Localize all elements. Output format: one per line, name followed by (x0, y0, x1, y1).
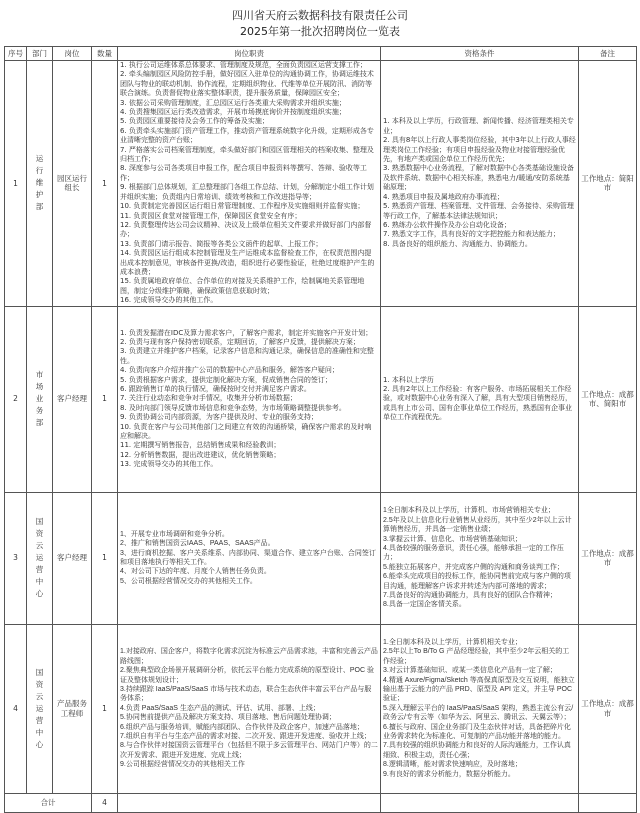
duty-item: 3.持续跟踪 IaaS/PaaS/SaaS 市场与技术动态，联合生态伙伴丰富云平台产品与服务体系； (120, 686, 372, 703)
requirement-item: 1. 本科及以上学历，行政管理、新闻传播、经济管理类相关专业； (383, 117, 574, 135)
requirement-item: 9.有良好的需求分析能力，数据分析能力。 (383, 770, 515, 778)
total-remarks-empty (579, 793, 637, 812)
duty-item: 2、推广和销售国资云IAAS、PAAS、SAAS产品。 (120, 540, 275, 548)
row-department: 市场业务部 (35, 370, 44, 428)
row-remarks: 工作地点：成都市、简阳市 (579, 306, 637, 492)
requirement-item: 4.精通 Axure/Figma/Sketch 等高保真原型及交互说明，能独立输出基于云能力的产品 PRD、原型及 API 定义，并主导 POC 验证； (383, 676, 575, 703)
column-header-department: 部门 (27, 47, 53, 61)
row-duties (118, 61, 381, 307)
duty-item: 12. 分析销售数据，提出改进建议，优化销售策略； (120, 450, 281, 459)
column-header-remarks: 备注 (579, 47, 637, 61)
table-row (5, 624, 637, 793)
duty-item: 7.组织自有平台与生态产品的需求对接、二次开发、跟进开发进度、验收并上线； (120, 733, 371, 741)
duty-item: 6.组织产品与服务培训，赋能内部团队、合作伙伴及政企客户，加速产品落地； (120, 723, 364, 731)
duty-item: 4.负责 PaaS/SaaS 生态产品的测试、评估、试用、部署、上线； (120, 704, 320, 712)
row-position: 客户经理 (53, 306, 92, 492)
duty-item: 5. 负责根据客户需求，提供定制化解决方案，促成销售合同的签订； (120, 375, 332, 384)
document-header (0, 8, 640, 40)
duty-item: 10. 负责制定完善园区运行组日常管理制度、工作程序及实施细则并监督实施； (120, 202, 365, 211)
column-header-duties: 岗位职责 (118, 47, 381, 61)
row-index: 2 (5, 306, 27, 492)
duty-item: 7. 关注行业动态和竞争对手情况，收集并分析市场数据； (120, 394, 297, 403)
duty-item: 9. 根据部门总体规划，汇总整理部门各组工作总结、计划，分解制定小组工作计划并组织实施；负责组内日常培训、绩效考核和工作改进指导等； (120, 183, 374, 201)
recruitment-table (4, 46, 637, 813)
duty-item: 2. 牵头编制园区风险防控手册，做好园区入驻单位的沟通协调工作，协调运维技术团队与物业的联动机制、协作流程，定期组织物业、代维等单位开展防汛、消防等联合演练。负责督促物业落实整体职责，提升服务质量，保障园区安全； (120, 70, 374, 98)
requirement-item: 1. 本科以上学历 (383, 375, 434, 384)
requirement-item: 8.逻辑清晰，能对需求快速响应，及时落地； (383, 761, 522, 769)
table-row (5, 492, 637, 624)
requirement-item: 6.能牵头完成项目的投标工作，能协同售前完成与客户侧的项目沟通，能理解客户诉求并转述为内部可落地的需求； (383, 573, 571, 590)
table-header-row (5, 47, 637, 61)
duty-item: 12. 负责整理传达公司会议精神、决议及上级单位相关文件要求并做好部门内部督办； (120, 220, 372, 239)
row-department: 国资云运营中心 (35, 517, 44, 599)
duty-item: 8. 及时向部门领导反馈市场信息和竞争态势，为市场策略调整提供参考。 (120, 403, 346, 412)
document-subtitle: 2025年第一批次招聘岗位一览表 (240, 25, 400, 38)
duty-item: 1、开展专业市场调研和竞争分析。 (120, 530, 229, 538)
row-department: 国资云运营中心 (35, 667, 44, 749)
requirement-item: 4. 熟悉项目申报及属地政府办事流程； (383, 192, 504, 201)
requirement-item: 5.能独立拓展客户，并完成客户侧的沟通和商务谈判工作； (383, 563, 564, 571)
row-department: 运行维护部 (35, 154, 44, 212)
duty-item: 6. 负责牵头实施部门资产管理工作，推动资产管理系统数字化升级，定期形成各专业清晰完整的资产台账； (120, 126, 374, 145)
row-index: 1 (5, 61, 27, 307)
requirement-item: 3. 熟悉数据中心业务流程，了解对数据中心各类基础设施设备及软件系统、数据中心相关标准，熟悉电力/暖通/安防系统基础原理； (383, 164, 574, 192)
duty-item: 10. 负责在客户与公司其他部门之间建立有效的沟通桥梁，确保客户需求的及时响应和解决。 (120, 422, 372, 440)
requirement-item: 6. 熟练办公软件操作及办公自动化设备； (383, 220, 511, 229)
row-position: 产品服务工程师 (53, 624, 92, 793)
table-row (5, 306, 637, 492)
row-count: 1 (92, 624, 118, 793)
row-remarks: 工作地点：成都市 (579, 624, 637, 793)
duty-item: 8.与合作伙伴对接国资云管理平台（包括但不限于多云管理平台、网站门户等）的二次开发需求、跟进开发进度、完成上线； (120, 742, 378, 759)
duty-item: 3、进行商机挖掘、客户关系维系、内部协同、渠道合作、建立客户台账、合同签订和项目落地执行等相关工作。 (120, 549, 376, 567)
duty-item: 11. 定期撰写销售报告，总结销售成果和经验教训； (120, 441, 281, 450)
requirement-item: 1全日制本科及以上学历，计算机、市场营销相关专业； (383, 507, 555, 515)
row-position: 客户经理 (53, 492, 92, 624)
row-duties (118, 306, 381, 492)
column-header-index: 序号 (5, 47, 27, 61)
requirement-item: 2.5年以上To B/To G 产品经理经验，其中至少2年云相关的工作经验； (383, 648, 570, 665)
row-count: 1 (92, 492, 118, 624)
duty-item: 7. 严格落实公司档案管理制度，牵头做好部门和园区管理相关的档案收集、整理及归档工作； (120, 145, 374, 164)
requirement-item: 8. 具备良好的组织能力、沟通能力、协调能力。 (383, 239, 532, 248)
duty-item: 11. 负责园区食堂对接管理工作，保障园区食堂安全有序； (120, 211, 302, 220)
duty-item: 5. 负责园区重要接待及会务工作的筹备及实施； (120, 117, 269, 126)
requirement-item: 5.深入理解云平台的 IaaS/PaaS/SaaS 架构，熟悉主流公有云/政务云/专有云等（如华为云、阿里云、腾讯云、天翼云等）； (383, 704, 574, 722)
duty-item: 16. 完成领导交办的其他工作。 (120, 296, 218, 305)
duty-item: 4、对公司下达的年度、月度个人销售任务负责。 (120, 568, 271, 576)
row-position: 园区运行组长 (53, 61, 92, 307)
column-header-requirements: 资格条件 (381, 47, 579, 61)
row-index: 3 (5, 492, 27, 624)
duty-item: 9.公司根据经营情况交办的其他相关工作 (120, 761, 245, 769)
duty-item: 5、公司根据经营情况交办的其他相关工作。 (120, 577, 257, 585)
requirement-item: 5. 熟悉资产管理、档案管理、文件管理、会务接待、采购管理等行政工作，了解基本法律法规知识； (383, 202, 574, 220)
row-count: 1 (92, 306, 118, 492)
duty-item: 4. 负责向客户介绍并推广公司的数据中心产品和服务，解答客户疑问； (120, 366, 339, 375)
row-count: 1 (92, 61, 118, 307)
duty-item: 15. 负责属地政府单位、合作单位的对接及关系维护工作，绘制属地关系管理地图，制定分级维护策略，确保政策信息获取时效； (120, 277, 365, 295)
requirement-item: 1.全日制本科及以上学历，计算机相关专业； (383, 639, 522, 647)
row-index: 4 (5, 624, 27, 793)
duty-item: 1. 负责发掘潜在IDC及算力需求客户，了解客户需求，制定并实施客户开发计划； (120, 328, 373, 337)
duty-item: 14. 负责园区运行组成本控制管理及生产运维成本监督检查工作，在权责范围内提出成本控制意见，审核备件更换/改造，组织进行必要性验证，杜绝过度维护产生的成本浪费； (120, 249, 375, 276)
row-duties (118, 624, 381, 793)
row-requirements (381, 624, 579, 793)
duty-item: 8. 深度参与公司各类项目申报工作，配合项目申报资料等撰写、答辩、验收等工作； (120, 164, 367, 182)
total-label: 合计 (5, 793, 92, 812)
row-requirements (381, 306, 579, 492)
requirement-item: 6.擅长与政府、国企业务部门及生态伙伴对话，具备把碎片化业务需求转化为标准化、可复制的产品功能并落地的能力。 (383, 723, 571, 741)
column-header-count: 数量 (92, 47, 118, 61)
duty-item: 1.对接政府、国企客户，将数字化需求沉淀为标准云产品需求池，丰富和完善云产品路线图； (120, 648, 378, 665)
requirement-item: 4.具备较强的服务意识，责任心强，能够承担一定的工作压力； (383, 544, 564, 562)
requirement-item: 7. 熟悉文字工作，具有良好的文字把控能力和表达能力； (383, 230, 560, 239)
requirement-item: 3.对云计算基础知识、或某一类信息化产品有一定了解； (383, 667, 557, 675)
document-title: 四川省天府云数据科技有限责任公司 (232, 9, 408, 22)
total-row (5, 793, 637, 812)
duty-item: 2.聚焦典型政企场景开展调研分析，依托云平台能力完成系统的原型设计、POC 验证及整体规划设计； (120, 667, 374, 684)
requirement-item: 2. 具有8年以上行政人事类岗位经验，其中3年以上行政人事经理类岗位工作经验；有项目申报经验及物业对接管理经验优先，有地产类或国企单位工作经历优先； (383, 136, 576, 164)
column-header-position: 岗位 (53, 47, 92, 61)
row-duties (118, 492, 381, 624)
row-remarks: 工作地点：简阳市 (579, 61, 637, 307)
requirement-item: 2. 具有2年以上工作经验：有客户服务、市场拓展相关工作经验，或对数据中心业务有深入了解，具有大型项目销售经历，或具有上市公司、国有企事业单位工作经历，熟悉国有企事业单位工作流程优先。 (383, 384, 572, 422)
duty-item: 2. 负责与现有客户保持密切联系，定期回访，了解客户反馈，提供解决方案； (120, 337, 360, 346)
total-requirements-empty (381, 793, 579, 812)
duty-item: 9. 负责协调公司内部资源，为客户提供及时、专业的服务支持； (120, 413, 318, 422)
duty-item: 13. 完成领导交办的其他工作。 (120, 460, 218, 469)
duty-item: 1. 执行公司运维体系总体要求、管理制度及规范，全面负责园区运营支撑工作； (120, 61, 367, 69)
requirement-item: 7.具备良好的沟通协调能力，具有良好的团队合作精神； (383, 591, 557, 599)
requirement-item: 8.具备一定国企客情关系。 (383, 601, 466, 609)
duty-item: 3. 负责建立并维护客户档案，记录客户信息和沟通记录，确保信息的准确性和完整性。 (120, 347, 374, 365)
duty-item: 3. 依据公司采购管理制度，汇总园区运行各类重大采购需求并组织实施； (120, 98, 346, 107)
total-count: 4 (92, 793, 118, 812)
duty-item: 6. 跟踪销售订单的执行情况，确保按时交付并满足客户需求。 (120, 384, 311, 393)
requirement-item: 3.掌握云计算、信息化、市场营销基础知识； (383, 535, 522, 543)
row-requirements (381, 61, 579, 307)
duty-item: 13. 负责部门请示报告、简报等各类公文函件的起草、上报工作； (120, 239, 323, 248)
table-row (5, 61, 637, 307)
duty-item: 4. 负责搜集园区运行类改造需求，开展市场摸底询价并按制度组织实施； (120, 108, 346, 117)
row-requirements (381, 492, 579, 624)
total-duties-empty (118, 793, 381, 812)
requirement-item: 2.5年及以上信息化行业销售从业经历，其中至少2年以上云计算销售经历，并具备一定销售业绩； (383, 516, 572, 534)
requirement-item: 7.具有较强的组织协调能力和良好的人际沟通能力，工作认真细致、积极主动，责任心强； (383, 742, 571, 759)
duty-item: 5.协同售前提供产品及解决方案支持、项目落地、售后问题处理协调； (120, 714, 336, 722)
row-remarks: 工作地点：成都市 (579, 492, 637, 624)
